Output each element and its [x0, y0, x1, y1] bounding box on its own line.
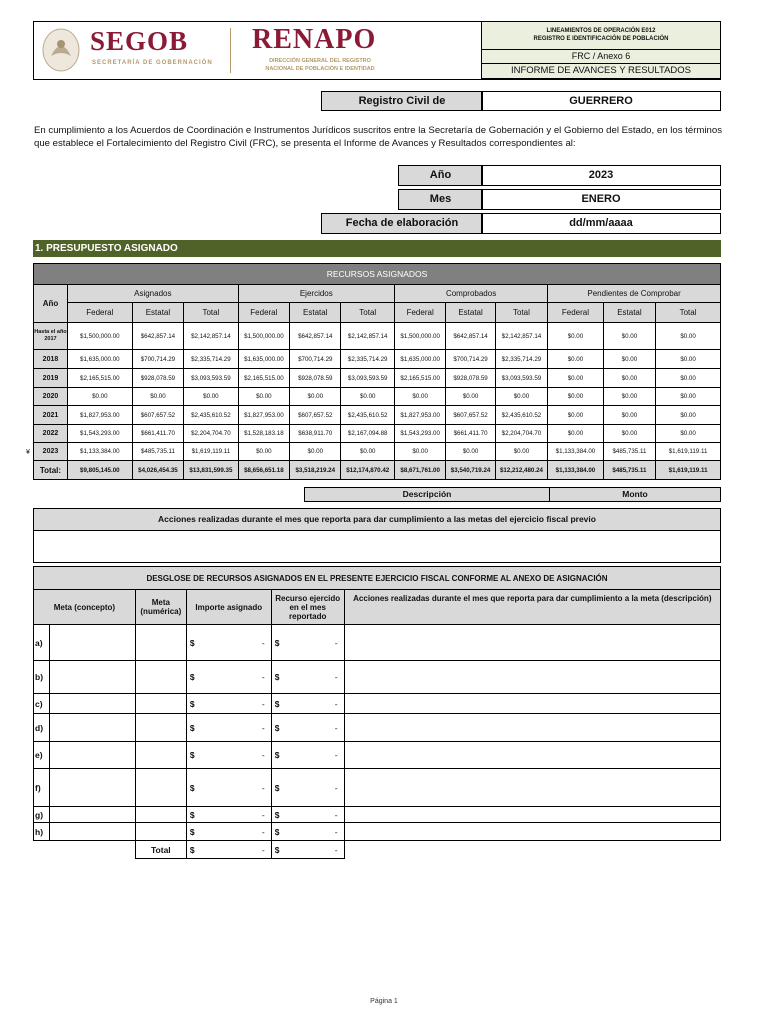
- total-amount-cell: $8,671,761.00: [394, 461, 445, 480]
- amount-cell: $2,335,714.29: [341, 350, 394, 369]
- amount-cell: $928,078.59: [290, 369, 341, 388]
- amount-cell: $0.00: [656, 406, 721, 425]
- row-letter: e): [34, 742, 50, 769]
- amount-dash: -: [261, 826, 265, 837]
- page-footer: Página 1: [370, 998, 398, 1005]
- amount-cell: $1,133,384.00: [548, 443, 604, 461]
- currency-symbol: $: [274, 844, 280, 855]
- recursos-row: [34, 443, 721, 461]
- amount-cell: $2,165,515.00: [67, 369, 132, 388]
- logo-divider: [230, 28, 231, 73]
- row-letter: b): [34, 661, 50, 694]
- total-amount-cell: $12,212,480.24: [495, 461, 547, 480]
- amount-cell: $2,335,714.29: [184, 350, 239, 369]
- col-importe-asignado: Importe asignado: [186, 590, 271, 625]
- row-letter: d): [34, 714, 50, 742]
- acciones-field[interactable]: [344, 625, 720, 661]
- acciones-field[interactable]: [344, 694, 720, 714]
- recursos-row: [34, 350, 721, 369]
- amount-dash: -: [261, 722, 265, 733]
- col-meta-numerica: Meta (numérica): [135, 590, 186, 625]
- desglose-row: [34, 823, 721, 841]
- row-year: 2020: [34, 388, 68, 406]
- amount-cell: $1,827,953.00: [394, 406, 445, 425]
- total-amount-cell: $9,805,145.00: [67, 461, 132, 480]
- desglose-total-row: [34, 841, 721, 859]
- amount-cell: $0.00: [290, 443, 341, 461]
- amount-cell: $0.00: [341, 443, 394, 461]
- amount-cell: $0.00: [548, 388, 604, 406]
- importe-asignado-field[interactable]: [186, 714, 271, 742]
- recursos-row: [34, 323, 721, 350]
- importe-asignado-field[interactable]: [186, 694, 271, 714]
- recursos-total-row: [34, 461, 721, 480]
- total-recurso-field[interactable]: [271, 841, 344, 859]
- currency-symbol: $: [274, 672, 280, 682]
- currency-symbol: $: [189, 826, 195, 837]
- amount-cell: $0.00: [548, 323, 604, 350]
- column-header-total: Total: [184, 303, 239, 323]
- desglose-row: [34, 714, 721, 742]
- amount-dash: -: [261, 672, 265, 682]
- column-header-federal: Federal: [548, 303, 604, 323]
- amount-cell: $0.00: [548, 350, 604, 369]
- acciones-field[interactable]: [344, 661, 720, 694]
- currency-symbol: $: [274, 637, 280, 648]
- col-recurso-ejercido: Recurso ejercido en el mes reportado: [271, 590, 344, 625]
- amount-dash: -: [334, 782, 338, 793]
- amount-cell: $1,635,000.00: [238, 350, 289, 369]
- meta-numerica-field[interactable]: [135, 714, 186, 742]
- column-header-total: Total: [341, 303, 394, 323]
- amount-cell: $700,714.29: [446, 350, 495, 369]
- amount-cell: $0.00: [656, 350, 721, 369]
- amount-dash: -: [334, 698, 338, 709]
- meta-concepto-field[interactable]: [49, 625, 135, 661]
- amount-cell: $1,133,384.00: [67, 443, 132, 461]
- amount-dash: -: [334, 826, 338, 837]
- amount-cell: $485,735.11: [132, 443, 183, 461]
- meta-numerica-field[interactable]: [135, 807, 186, 823]
- total-amount-cell: $12,174,870.42: [341, 461, 394, 480]
- amount-cell: $0.00: [67, 388, 132, 406]
- amount-cell: $661,411.70: [132, 425, 183, 443]
- amount-dash: -: [261, 844, 265, 855]
- meta-concepto-field[interactable]: [49, 742, 135, 769]
- row-letter: a): [34, 625, 50, 661]
- recurso-ejercido-field[interactable]: [271, 714, 344, 742]
- recursos-row: [34, 388, 721, 406]
- amount-cell: $0.00: [548, 425, 604, 443]
- importe-asignado-field[interactable]: [186, 823, 271, 841]
- recurso-ejercido-field[interactable]: [271, 742, 344, 769]
- currency-symbol: $: [274, 826, 280, 837]
- total-amount-cell: $4,026,454.35: [132, 461, 183, 480]
- amount-dash: -: [261, 637, 265, 648]
- segob-logo-subtitle: SECRETARÍA DE GOBERNACIÓN: [92, 60, 213, 66]
- amount-cell: $2,435,610.52: [341, 406, 394, 425]
- amount-cell: $642,857.14: [132, 323, 183, 350]
- importe-asignado-field[interactable]: [186, 807, 271, 823]
- monto-header: Monto: [549, 487, 721, 502]
- amount-cell: $661,411.70: [446, 425, 495, 443]
- renapo-logo-subtitle: DIRECCIÓN GENERAL DEL REGISTRO NACIONAL DE POBLACIÓN E IDENTIDAD: [265, 58, 375, 72]
- acciones-field[interactable]: [344, 807, 720, 823]
- amount-dash: -: [334, 722, 338, 733]
- renapo-logo: RENAPO: [252, 24, 377, 55]
- currency-symbol: $: [274, 782, 280, 793]
- amount-cell: $1,500,000.00: [238, 323, 289, 350]
- amount-cell: $2,335,714.29: [495, 350, 547, 369]
- amount-cell: $2,435,610.52: [495, 406, 547, 425]
- amount-cell: $0.00: [132, 388, 183, 406]
- amount-dash: -: [261, 750, 265, 760]
- row-year: Hasta el año 2017: [34, 323, 68, 350]
- importe-asignado-field[interactable]: [186, 742, 271, 769]
- amount-cell: $2,204,704.70: [184, 425, 239, 443]
- meta-concepto-field[interactable]: [49, 807, 135, 823]
- amount-dash: -: [334, 750, 338, 760]
- currency-symbol: $: [189, 844, 195, 855]
- recursos-title: RECURSOS ASIGNADOS: [34, 264, 721, 285]
- amount-cell: $0.00: [548, 369, 604, 388]
- recurso-ejercido-field[interactable]: [271, 823, 344, 841]
- section-presupuesto-header: 1. PRESUPUESTO ASIGNADO: [33, 240, 721, 257]
- amount-cell: $642,857.14: [446, 323, 495, 350]
- desglose-row: [34, 742, 721, 769]
- meta-concepto-field[interactable]: [49, 714, 135, 742]
- col-acciones: Acciones realizadas durante el mes que reporta para dar cumplimiento a la meta (descripción): [344, 590, 720, 625]
- fecha-label-cell: Fecha de elaboración: [321, 213, 483, 234]
- acciones-previo-header: Acciones realizadas durante el mes que reporta para dar cumplimiento a las metas del ejercicio fiscal previo: [33, 508, 721, 531]
- amount-cell: $0.00: [394, 443, 445, 461]
- desglose-row: [34, 625, 721, 661]
- amount-cell: $0.00: [656, 323, 721, 350]
- amount-cell: $1,827,953.00: [67, 406, 132, 425]
- desglose-row: [34, 661, 721, 694]
- currency-symbol: $: [189, 698, 195, 709]
- amount-cell: $0.00: [290, 388, 341, 406]
- amount-cell: $0.00: [656, 369, 721, 388]
- amount-cell: $1,500,000.00: [67, 323, 132, 350]
- amount-cell: $607,657.52: [446, 406, 495, 425]
- importe-asignado-field[interactable]: [186, 661, 271, 694]
- amount-cell: $3,093,593.59: [184, 369, 239, 388]
- amount-cell: $1,635,000.00: [394, 350, 445, 369]
- row-letter: c): [34, 694, 50, 714]
- amount-cell: $0.00: [603, 406, 655, 425]
- recurso-ejercido-field[interactable]: [271, 694, 344, 714]
- amount-cell: $0.00: [603, 323, 655, 350]
- total-amount-cell: $3,518,219.24: [290, 461, 341, 480]
- row-year: 2022: [34, 425, 68, 443]
- acciones-field[interactable]: [344, 823, 720, 841]
- desglose-table: [33, 566, 721, 859]
- group-header-asignados: Asignados: [67, 285, 238, 303]
- currency-symbol: $: [189, 722, 195, 733]
- amount-dash: -: [261, 809, 265, 820]
- registro-label-cell: Registro Civil de: [321, 91, 483, 111]
- row-letter: h): [34, 823, 50, 841]
- column-header-row: [34, 303, 721, 323]
- mexico-seal-icon: [41, 26, 81, 73]
- amount-cell: $2,165,515.00: [394, 369, 445, 388]
- total-label: Total: [135, 841, 186, 859]
- total-amount-cell: $1,133,384.00: [548, 461, 604, 480]
- amount-cell: $2,167,094.88: [341, 425, 394, 443]
- group-header-comprobados: Comprobados: [394, 285, 547, 303]
- desglose-row: [34, 807, 721, 823]
- currency-symbol: $: [189, 672, 195, 682]
- intro-paragraph: En cumplimiento a los Acuerdos de Coordinación e Instrumentos Jurídicos suscritos entre la Secretaría de Gobernación y el Gobierno del Estado, en los términos que establece el Fortalecimiento del Registro Civil (FRC), se presenta el Informe de Avances y Resultados correspondientes al:: [34, 125, 722, 149]
- descripcion-header: Descripción: [304, 487, 550, 502]
- amount-cell: $607,657.52: [132, 406, 183, 425]
- header-anexo: FRC / Anexo 6: [481, 49, 721, 64]
- amount-dash: -: [334, 672, 338, 682]
- amount-cell: $3,093,593.59: [495, 369, 547, 388]
- amount-dash: -: [334, 844, 338, 855]
- group-header-pendientes: Pendientes de Comprobar: [548, 285, 721, 303]
- amount-dash: -: [261, 698, 265, 709]
- column-header-federal: Federal: [238, 303, 289, 323]
- currency-symbol: $: [189, 782, 195, 793]
- row-year: 2023: [34, 443, 68, 461]
- meta-numerica-field[interactable]: [135, 823, 186, 841]
- desglose-title: DESGLOSE DE RECURSOS ASIGNADOS EN EL PRESENTE EJERCICIO FISCAL CONFORME AL ANEXO DE ASIGNACIÓN: [34, 567, 721, 590]
- meta-numerica-field[interactable]: [135, 742, 186, 769]
- side-mark: ¥: [26, 449, 30, 456]
- amount-cell: $1,528,183.18: [238, 425, 289, 443]
- amount-cell: $0.00: [656, 425, 721, 443]
- amount-cell: $2,165,515.00: [238, 369, 289, 388]
- desglose-body: [34, 625, 721, 841]
- amount-cell: $0.00: [603, 369, 655, 388]
- amount-cell: $0.00: [341, 388, 394, 406]
- recursos-body: [34, 323, 721, 461]
- desglose-row: [34, 769, 721, 807]
- amount-dash: -: [334, 809, 338, 820]
- currency-symbol: $: [189, 809, 195, 820]
- total-amount-cell: $3,540,719.24: [446, 461, 495, 480]
- amount-dash: -: [261, 782, 265, 793]
- amount-cell: $0.00: [656, 388, 721, 406]
- column-header-estatal: Estatal: [132, 303, 183, 323]
- total-amount-cell: $1,619,119.11: [656, 461, 721, 480]
- amount-cell: $928,078.59: [446, 369, 495, 388]
- mes-value-cell: ENERO: [481, 189, 721, 210]
- acciones-previo-field[interactable]: [33, 530, 721, 563]
- blank-cell: [344, 841, 720, 859]
- amount-cell: $2,142,857.14: [341, 323, 394, 350]
- meta-concepto-field[interactable]: [49, 661, 135, 694]
- amount-cell: $3,093,593.59: [341, 369, 394, 388]
- column-header-total: Total: [495, 303, 547, 323]
- amount-cell: $700,714.29: [290, 350, 341, 369]
- meta-concepto-field[interactable]: [49, 694, 135, 714]
- blank-cell: [34, 841, 136, 859]
- amount-dash: -: [334, 637, 338, 648]
- amount-cell: $485,735.11: [603, 443, 655, 461]
- column-header-federal: Federal: [67, 303, 132, 323]
- recurso-ejercido-field[interactable]: [271, 769, 344, 807]
- amount-cell: $0.00: [603, 350, 655, 369]
- amount-cell: $700,714.29: [132, 350, 183, 369]
- amount-cell: $607,657.52: [290, 406, 341, 425]
- anio-column-header: Año: [34, 285, 68, 323]
- fecha-value-cell: dd/mm/aaaa: [481, 213, 721, 234]
- amount-cell: $0.00: [446, 388, 495, 406]
- amount-cell: $1,619,119.11: [184, 443, 239, 461]
- amount-cell: $1,635,000.00: [67, 350, 132, 369]
- recurso-ejercido-field[interactable]: [271, 625, 344, 661]
- column-header-total: Total: [656, 303, 721, 323]
- amount-cell: $642,857.14: [290, 323, 341, 350]
- amount-cell: $0.00: [238, 443, 289, 461]
- amount-cell: $0.00: [603, 425, 655, 443]
- amount-cell: $1,500,000.00: [394, 323, 445, 350]
- logo-area: [34, 22, 481, 79]
- recursos-row: [34, 425, 721, 443]
- header-lineamientos: LINEAMIENTOS DE OPERACIÓN E012 REGISTRO E IDENTIFICACIÓN DE POBLACIÓN: [481, 21, 721, 50]
- currency-symbol: $: [274, 722, 280, 733]
- column-header-federal: Federal: [394, 303, 445, 323]
- col-meta-concepto: Meta (concepto): [34, 590, 136, 625]
- row-letter: f): [34, 769, 50, 807]
- meta-numerica-field[interactable]: [135, 625, 186, 661]
- meta-concepto-field[interactable]: [49, 823, 135, 841]
- total-amount-cell: $8,656,651.18: [238, 461, 289, 480]
- recurso-ejercido-field[interactable]: [271, 661, 344, 694]
- acciones-field[interactable]: [344, 714, 720, 742]
- recursos-row: [34, 406, 721, 425]
- currency-symbol: $: [274, 698, 280, 709]
- column-header-estatal: Estatal: [290, 303, 341, 323]
- currency-symbol: $: [274, 750, 280, 760]
- anio-label-cell: Año: [398, 165, 483, 186]
- column-header-estatal: Estatal: [446, 303, 495, 323]
- amount-cell: $0.00: [446, 443, 495, 461]
- currency-symbol: $: [189, 637, 195, 648]
- amount-cell: $0.00: [548, 406, 604, 425]
- row-year: 2019: [34, 369, 68, 388]
- amount-cell: $2,435,610.52: [184, 406, 239, 425]
- group-header-ejercidos: Ejercidos: [238, 285, 394, 303]
- recursos-asignados-table: [33, 263, 721, 480]
- amount-cell: $1,543,293.00: [67, 425, 132, 443]
- meta-concepto-field[interactable]: [49, 769, 135, 807]
- amount-cell: $1,543,293.00: [394, 425, 445, 443]
- amount-cell: $0.00: [603, 388, 655, 406]
- acciones-field[interactable]: [344, 769, 720, 807]
- importe-asignado-field[interactable]: [186, 625, 271, 661]
- header-informe-title: INFORME DE AVANCES Y RESULTADOS: [481, 63, 721, 79]
- amount-cell: $2,204,704.70: [495, 425, 547, 443]
- amount-cell: $928,078.59: [132, 369, 183, 388]
- total-amount-cell: $13,831,599.35: [184, 461, 239, 480]
- meta-numerica-field[interactable]: [135, 661, 186, 694]
- row-year: 2021: [34, 406, 68, 425]
- meta-numerica-field[interactable]: [135, 769, 186, 807]
- header-info: [481, 21, 721, 80]
- total-importe-field[interactable]: [186, 841, 271, 859]
- registro-value-cell: GUERRERO: [481, 91, 721, 111]
- currency-symbol: $: [189, 750, 195, 760]
- acciones-field[interactable]: [344, 742, 720, 769]
- total-amount-cell: $485,735.11: [603, 461, 655, 480]
- amount-cell: $0.00: [238, 388, 289, 406]
- desglose-row: [34, 694, 721, 714]
- recurso-ejercido-field[interactable]: [271, 807, 344, 823]
- segob-logo: SEGOB: [90, 26, 189, 56]
- amount-cell: $1,619,119.11: [656, 443, 721, 461]
- amount-cell: $2,142,857.14: [184, 323, 239, 350]
- recursos-row: [34, 369, 721, 388]
- amount-cell: $638,911.70: [290, 425, 341, 443]
- amount-cell: $0.00: [495, 388, 547, 406]
- row-letter: g): [34, 807, 50, 823]
- meta-numerica-field[interactable]: [135, 694, 186, 714]
- column-header-estatal: Estatal: [603, 303, 655, 323]
- amount-cell: $0.00: [394, 388, 445, 406]
- anio-value-cell: 2023: [481, 165, 721, 186]
- mes-label-cell: Mes: [398, 189, 483, 210]
- total-label: Total:: [34, 461, 68, 480]
- currency-symbol: $: [274, 809, 280, 820]
- amount-cell: $2,142,857.14: [495, 323, 547, 350]
- amount-cell: $1,827,953.00: [238, 406, 289, 425]
- importe-asignado-field[interactable]: [186, 769, 271, 807]
- amount-cell: $0.00: [495, 443, 547, 461]
- amount-cell: $0.00: [184, 388, 239, 406]
- row-year: 2018: [34, 350, 68, 369]
